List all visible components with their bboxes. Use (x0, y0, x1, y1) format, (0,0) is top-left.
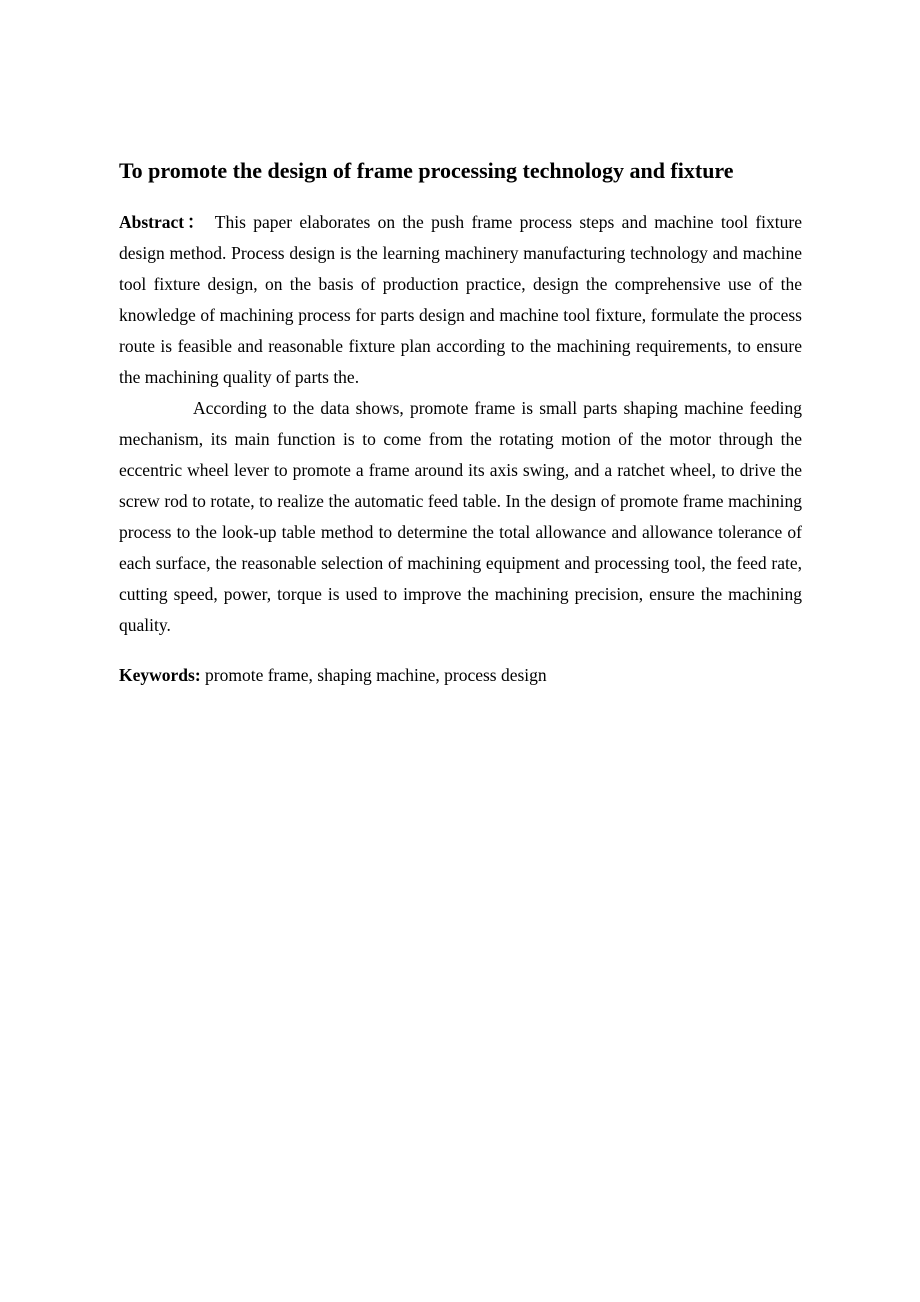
keywords-text: promote frame, shaping machine, process design (205, 665, 547, 685)
abstract-paragraph (119, 207, 802, 393)
keywords-line (119, 660, 802, 691)
abstract-text: This paper elaborates on the push frame process steps and machine tool fixture design method. Process design is the learning machinery manufacturing technology and machine tool fixture design, on the basis of production practice, design the comprehensive use of the knowledge of machining process for parts design and machine tool fixture, formulate the process route is feasible and reasonable fixture plan according to the machining requirements, to ensure the machining quality of parts the. (119, 212, 803, 387)
document-body (119, 155, 802, 691)
body-paragraph: According to the data shows, promote frame is small parts shaping machine feeding mechanism, its main function is to come from the rotating motion of the motor through the eccentric wheel lever to promote a frame around its axis swing, and a ratchet wheel, to drive the screw rod to rotate, to realize the automatic feed table. In the design of promote frame machining process to the look-up table method to determine the total allowance and allowance tolerance of each surface, the reasonable selection of machining equipment and processing tool, the feed rate, cutting speed, power, torque is used to improve the machining precision, ensure the machining quality. (119, 398, 802, 635)
abstract-label: Abstract： (119, 212, 208, 232)
keywords-label: Keywords: (119, 665, 201, 685)
document-title: To promote the design of frame processing technology and fixture (119, 158, 734, 183)
